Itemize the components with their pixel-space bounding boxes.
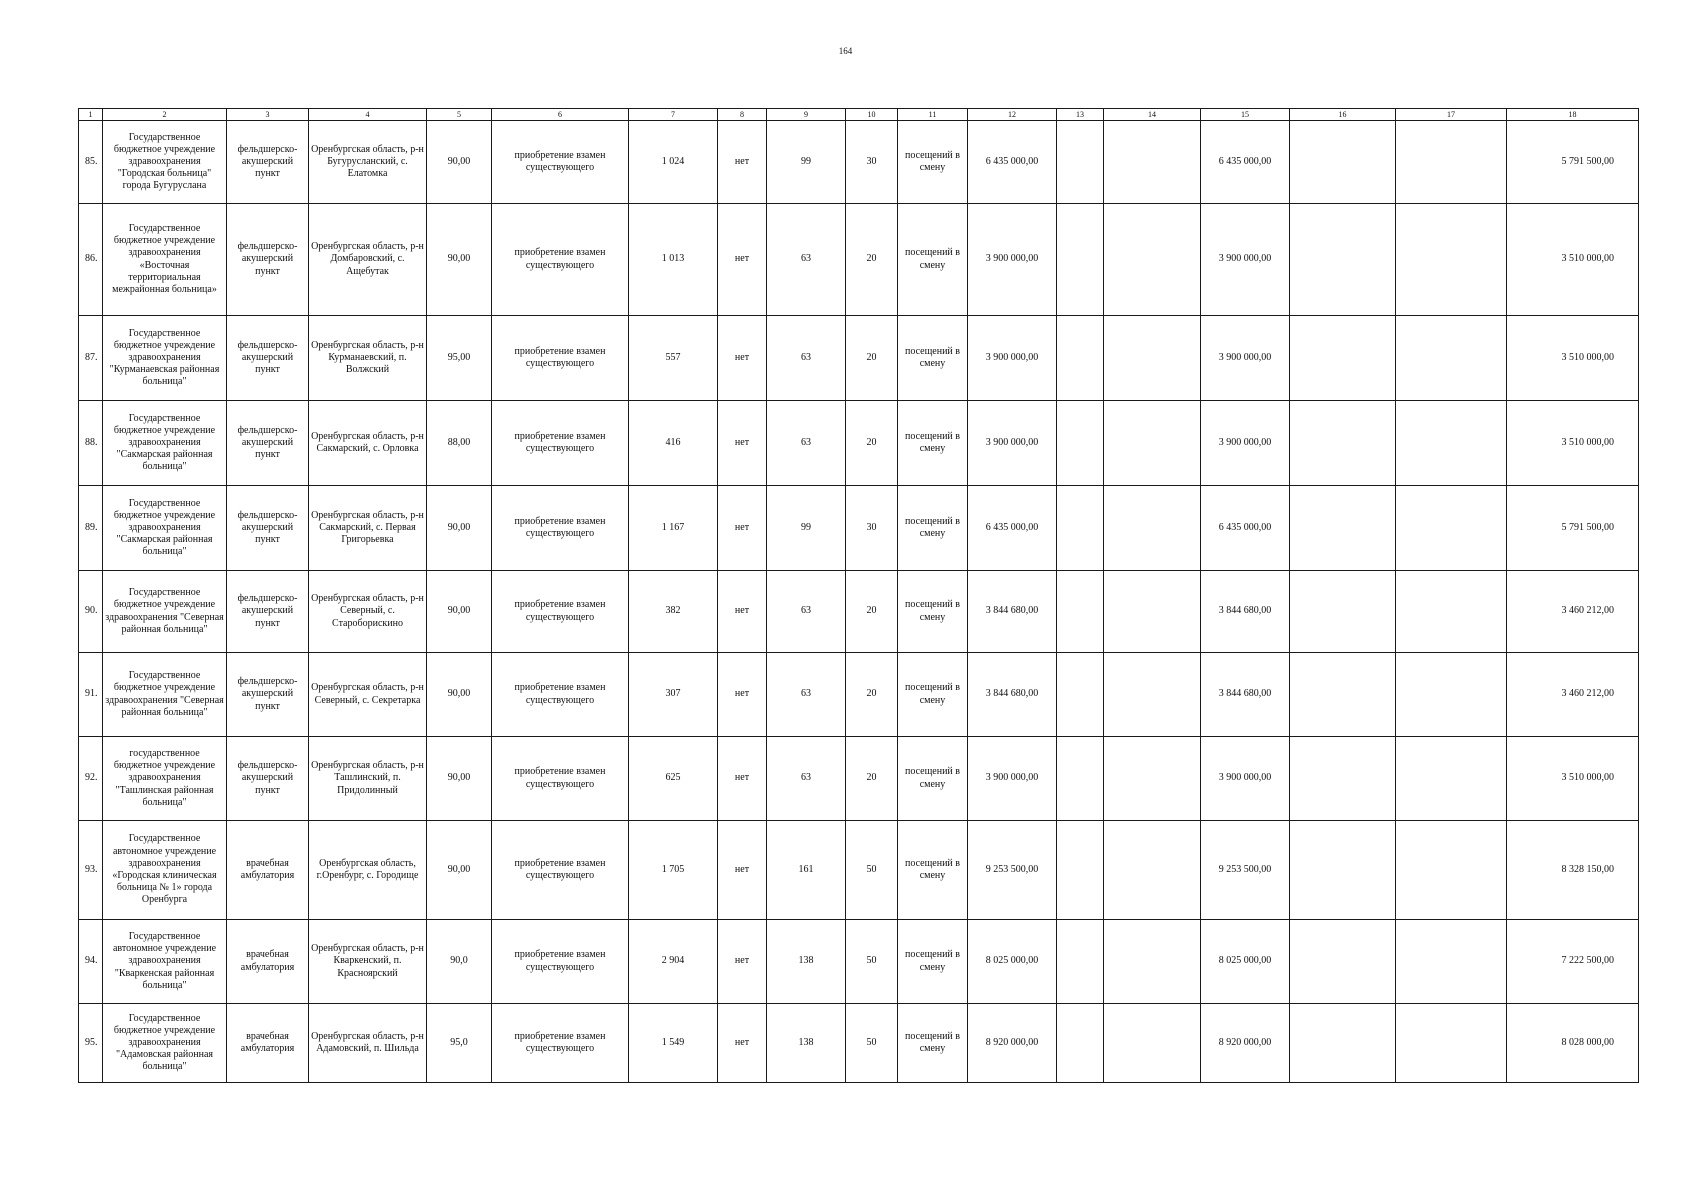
cell-col11: посещений в смену xyxy=(898,737,968,821)
column-header: 17 xyxy=(1396,109,1507,121)
cell-col7: 1 549 xyxy=(629,1004,718,1083)
facility-type: фельдшерско-акушерский пункт xyxy=(227,121,309,204)
facility-address: Оренбургская область, р-н Северный, с. Секретарка xyxy=(309,653,427,737)
cell-col18: 8 328 150,00 xyxy=(1507,821,1639,920)
cell-col12: 3 844 680,00 xyxy=(968,571,1057,653)
cell-col13 xyxy=(1057,486,1104,571)
cell-col7: 1 705 xyxy=(629,821,718,920)
cell-col10: 20 xyxy=(846,653,898,737)
cell-col6: приобретение взамен существующего xyxy=(492,204,629,316)
cell-col16 xyxy=(1290,821,1396,920)
cell-col9: 63 xyxy=(767,737,846,821)
cell-col7: 557 xyxy=(629,316,718,401)
facility-type: фельдшерско-акушерский пункт xyxy=(227,401,309,486)
cell-col9: 63 xyxy=(767,316,846,401)
cell-col17 xyxy=(1396,653,1507,737)
facility-type: фельдшерско-акушерский пункт xyxy=(227,316,309,401)
cell-col11: посещений в смену xyxy=(898,920,968,1004)
institution-name: Государственное бюджетное учреждение здравоохранения «Восточная территориальная межрайонная больница» xyxy=(103,204,227,316)
cell-col15: 8 025 000,00 xyxy=(1201,920,1290,1004)
cell-col17 xyxy=(1396,204,1507,316)
cell-col17 xyxy=(1396,1004,1507,1083)
cell-col16 xyxy=(1290,486,1396,571)
table-row xyxy=(79,737,1639,821)
facility-type: фельдшерско-акушерский пункт xyxy=(227,571,309,653)
cell-col7: 307 xyxy=(629,653,718,737)
cell-col9: 63 xyxy=(767,204,846,316)
cell-col16 xyxy=(1290,316,1396,401)
cell-col12: 3 844 680,00 xyxy=(968,653,1057,737)
institution-name: Государственное автономное учреждение здравоохранения "Кваркенская районная больница" xyxy=(103,920,227,1004)
cell-col17 xyxy=(1396,486,1507,571)
cell-col5: 90,00 xyxy=(427,737,492,821)
cell-col6: приобретение взамен существующего xyxy=(492,486,629,571)
cell-col9: 138 xyxy=(767,1004,846,1083)
cell-col5: 95,0 xyxy=(427,1004,492,1083)
cell-col11: посещений в смену xyxy=(898,486,968,571)
cell-col18: 5 791 500,00 xyxy=(1507,121,1639,204)
column-header: 9 xyxy=(767,109,846,121)
cell-col10: 20 xyxy=(846,204,898,316)
cell-col9: 99 xyxy=(767,486,846,571)
row-number: 95. xyxy=(79,1004,103,1083)
cell-col5: 90,00 xyxy=(427,486,492,571)
cell-col7: 2 904 xyxy=(629,920,718,1004)
cell-col13 xyxy=(1057,920,1104,1004)
cell-col7: 1 167 xyxy=(629,486,718,571)
column-number-row xyxy=(79,109,1639,121)
table-row xyxy=(79,401,1639,486)
column-header: 14 xyxy=(1104,109,1201,121)
institution-name: Государственное бюджетное учреждение здравоохранения "Сакмарская районная больница" xyxy=(103,401,227,486)
column-header: 12 xyxy=(968,109,1057,121)
table-row xyxy=(79,316,1639,401)
cell-col16 xyxy=(1290,1004,1396,1083)
cell-col7: 625 xyxy=(629,737,718,821)
cell-col17 xyxy=(1396,316,1507,401)
facility-type: врачебная амбулатория xyxy=(227,1004,309,1083)
cell-col16 xyxy=(1290,204,1396,316)
cell-col15: 3 900 000,00 xyxy=(1201,204,1290,316)
facility-type: фельдшерско-акушерский пункт xyxy=(227,486,309,571)
cell-col17 xyxy=(1396,737,1507,821)
cell-col5: 90,0 xyxy=(427,920,492,1004)
cell-col13 xyxy=(1057,401,1104,486)
cell-col10: 20 xyxy=(846,571,898,653)
cell-col8: нет xyxy=(718,821,767,920)
facility-type: фельдшерско-акушерский пункт xyxy=(227,653,309,737)
cell-col11: посещений в смену xyxy=(898,653,968,737)
cell-col16 xyxy=(1290,920,1396,1004)
cell-col6: приобретение взамен существующего xyxy=(492,571,629,653)
cell-col5: 95,00 xyxy=(427,316,492,401)
table-row xyxy=(79,653,1639,737)
cell-col9: 63 xyxy=(767,653,846,737)
row-number: 91. xyxy=(79,653,103,737)
cell-col7: 1 013 xyxy=(629,204,718,316)
column-header: 7 xyxy=(629,109,718,121)
cell-col14 xyxy=(1104,920,1201,1004)
cell-col14 xyxy=(1104,204,1201,316)
cell-col15: 3 844 680,00 xyxy=(1201,653,1290,737)
cell-col15: 3 900 000,00 xyxy=(1201,401,1290,486)
cell-col18: 3 460 212,00 xyxy=(1507,571,1639,653)
cell-col16 xyxy=(1290,571,1396,653)
cell-col5: 90,00 xyxy=(427,821,492,920)
column-header: 18 xyxy=(1507,109,1639,121)
cell-col7: 1 024 xyxy=(629,121,718,204)
row-number: 87. xyxy=(79,316,103,401)
institution-name: Государственное бюджетное учреждение здравоохранения "Сакмарская районная больница" xyxy=(103,486,227,571)
cell-col12: 6 435 000,00 xyxy=(968,121,1057,204)
cell-col10: 30 xyxy=(846,486,898,571)
cell-col17 xyxy=(1396,401,1507,486)
table-row xyxy=(79,121,1639,204)
cell-col8: нет xyxy=(718,1004,767,1083)
cell-col11: посещений в смену xyxy=(898,401,968,486)
institution-name: Государственное бюджетное учреждение здравоохранения "Городская больница" города Бугуруслана xyxy=(103,121,227,204)
cell-col14 xyxy=(1104,316,1201,401)
cell-col12: 8 025 000,00 xyxy=(968,920,1057,1004)
facility-address: Оренбургская область, р-н Северный, с. Староборискино xyxy=(309,571,427,653)
cell-col8: нет xyxy=(718,737,767,821)
cell-col15: 6 435 000,00 xyxy=(1201,121,1290,204)
cell-col14 xyxy=(1104,121,1201,204)
cell-col10: 50 xyxy=(846,821,898,920)
cell-col15: 9 253 500,00 xyxy=(1201,821,1290,920)
cell-col7: 382 xyxy=(629,571,718,653)
facility-type: фельдшерско-акушерский пункт xyxy=(227,204,309,316)
cell-col15: 8 920 000,00 xyxy=(1201,1004,1290,1083)
cell-col16 xyxy=(1290,653,1396,737)
cell-col15: 3 844 680,00 xyxy=(1201,571,1290,653)
cell-col18: 5 791 500,00 xyxy=(1507,486,1639,571)
table-row xyxy=(79,204,1639,316)
facility-type: фельдшерско-акушерский пункт xyxy=(227,737,309,821)
cell-col11: посещений в смену xyxy=(898,204,968,316)
facility-address: Оренбургская область, р-н Сакмарский, с. Первая Григорьевка xyxy=(309,486,427,571)
column-header: 8 xyxy=(718,109,767,121)
cell-col5: 90,00 xyxy=(427,121,492,204)
column-header: 10 xyxy=(846,109,898,121)
facility-address: Оренбургская область, р-н Бугурусланский, с. Елатомка xyxy=(309,121,427,204)
cell-col8: нет xyxy=(718,204,767,316)
cell-col11: посещений в смену xyxy=(898,1004,968,1083)
cell-col16 xyxy=(1290,401,1396,486)
cell-col18: 7 222 500,00 xyxy=(1507,920,1639,1004)
institution-name: Государственное бюджетное учреждение здравоохранения "Северная районная больница" xyxy=(103,571,227,653)
facility-type: врачебная амбулатория xyxy=(227,920,309,1004)
cell-col17 xyxy=(1396,121,1507,204)
column-header: 16 xyxy=(1290,109,1396,121)
cell-col12: 9 253 500,00 xyxy=(968,821,1057,920)
table-row xyxy=(79,1004,1639,1083)
cell-col9: 63 xyxy=(767,571,846,653)
cell-col14 xyxy=(1104,821,1201,920)
row-number: 86. xyxy=(79,204,103,316)
table-row xyxy=(79,486,1639,571)
cell-col6: приобретение взамен существующего xyxy=(492,401,629,486)
row-number: 90. xyxy=(79,571,103,653)
cell-col8: нет xyxy=(718,571,767,653)
cell-col16 xyxy=(1290,121,1396,204)
cell-col7: 416 xyxy=(629,401,718,486)
cell-col18: 3 460 212,00 xyxy=(1507,653,1639,737)
facility-address: Оренбургская область, р-н Курманаевский, п. Волжский xyxy=(309,316,427,401)
row-number: 92. xyxy=(79,737,103,821)
cell-col8: нет xyxy=(718,401,767,486)
cell-col18: 3 510 000,00 xyxy=(1507,401,1639,486)
cell-col9: 99 xyxy=(767,121,846,204)
row-number: 93. xyxy=(79,821,103,920)
institution-name: Государственное бюджетное учреждение здравоохранения "Северная районная больница" xyxy=(103,653,227,737)
cell-col12: 3 900 000,00 xyxy=(968,316,1057,401)
cell-col11: посещений в смену xyxy=(898,121,968,204)
table-row xyxy=(79,821,1639,920)
cell-col8: нет xyxy=(718,920,767,1004)
cell-col10: 20 xyxy=(846,401,898,486)
cell-col13 xyxy=(1057,653,1104,737)
cell-col5: 90,00 xyxy=(427,653,492,737)
table-row xyxy=(79,571,1639,653)
cell-col13 xyxy=(1057,204,1104,316)
facility-address: Оренбургская область, р-н Адамовский, п. Шильда xyxy=(309,1004,427,1083)
cell-col6: приобретение взамен существующего xyxy=(492,737,629,821)
row-number: 94. xyxy=(79,920,103,1004)
cell-col8: нет xyxy=(718,486,767,571)
cell-col14 xyxy=(1104,1004,1201,1083)
page-number: 164 xyxy=(838,46,853,56)
cell-col8: нет xyxy=(718,653,767,737)
cell-col6: приобретение взамен существующего xyxy=(492,653,629,737)
cell-col8: нет xyxy=(718,121,767,204)
cell-col18: 8 028 000,00 xyxy=(1507,1004,1639,1083)
facility-address: Оренбургская область, р-н Ташлинский, п. Придолинный xyxy=(309,737,427,821)
cell-col12: 8 920 000,00 xyxy=(968,1004,1057,1083)
column-header: 5 xyxy=(427,109,492,121)
cell-col13 xyxy=(1057,316,1104,401)
row-number: 85. xyxy=(79,121,103,204)
facility-address: Оренбургская область, р-н Сакмарский, с. Орловка xyxy=(309,401,427,486)
cell-col14 xyxy=(1104,486,1201,571)
cell-col10: 50 xyxy=(846,920,898,1004)
institution-name: Государственное бюджетное учреждение здравоохранения "Курманаевская районная больница" xyxy=(103,316,227,401)
cell-col13 xyxy=(1057,821,1104,920)
cell-col8: нет xyxy=(718,316,767,401)
cell-col12: 3 900 000,00 xyxy=(968,401,1057,486)
cell-col9: 63 xyxy=(767,401,846,486)
cell-col15: 3 900 000,00 xyxy=(1201,316,1290,401)
cell-col18: 3 510 000,00 xyxy=(1507,737,1639,821)
cell-col5: 90,00 xyxy=(427,204,492,316)
cell-col6: приобретение взамен существующего xyxy=(492,316,629,401)
facilities-table xyxy=(78,108,1639,1083)
cell-col14 xyxy=(1104,401,1201,486)
cell-col5: 88,00 xyxy=(427,401,492,486)
cell-col12: 6 435 000,00 xyxy=(968,486,1057,571)
cell-col12: 3 900 000,00 xyxy=(968,737,1057,821)
facility-address: Оренбургская область, р-н Домбаровский, с. Ащебутак xyxy=(309,204,427,316)
column-header: 3 xyxy=(227,109,309,121)
cell-col10: 50 xyxy=(846,1004,898,1083)
facility-type: врачебная амбулатория xyxy=(227,821,309,920)
cell-col15: 3 900 000,00 xyxy=(1201,737,1290,821)
cell-col10: 20 xyxy=(846,316,898,401)
cell-col6: приобретение взамен существующего xyxy=(492,821,629,920)
cell-col6: приобретение взамен существующего xyxy=(492,1004,629,1083)
cell-col17 xyxy=(1396,920,1507,1004)
cell-col17 xyxy=(1396,571,1507,653)
column-header: 13 xyxy=(1057,109,1104,121)
cell-col15: 6 435 000,00 xyxy=(1201,486,1290,571)
cell-col10: 20 xyxy=(846,737,898,821)
facility-address: Оренбургская область, р-н Кваркенский, п. Красноярский xyxy=(309,920,427,1004)
cell-col13 xyxy=(1057,571,1104,653)
cell-col11: посещений в смену xyxy=(898,316,968,401)
cell-col13 xyxy=(1057,1004,1104,1083)
column-header: 1 xyxy=(79,109,103,121)
column-header: 2 xyxy=(103,109,227,121)
cell-col11: посещений в смену xyxy=(898,571,968,653)
cell-col13 xyxy=(1057,737,1104,821)
column-header: 11 xyxy=(898,109,968,121)
cell-col14 xyxy=(1104,571,1201,653)
column-header: 4 xyxy=(309,109,427,121)
cell-col5: 90,00 xyxy=(427,571,492,653)
cell-col12: 3 900 000,00 xyxy=(968,204,1057,316)
cell-col6: приобретение взамен существующего xyxy=(492,121,629,204)
cell-col16 xyxy=(1290,737,1396,821)
column-header: 15 xyxy=(1201,109,1290,121)
cell-col14 xyxy=(1104,737,1201,821)
institution-name: Государственное автономное учреждение здравоохранения «Городская клиническая больница № 1» города Оренбурга xyxy=(103,821,227,920)
cell-col18: 3 510 000,00 xyxy=(1507,316,1639,401)
cell-col9: 138 xyxy=(767,920,846,1004)
row-number: 89. xyxy=(79,486,103,571)
table-row xyxy=(79,920,1639,1004)
institution-name: государственное бюджетное учреждение здравоохранения "Ташлинская районная больница" xyxy=(103,737,227,821)
cell-col11: посещений в смену xyxy=(898,821,968,920)
cell-col10: 30 xyxy=(846,121,898,204)
facility-address: Оренбургская область, г.Оренбург, с. Городище xyxy=(309,821,427,920)
cell-col17 xyxy=(1396,821,1507,920)
institution-name: Государственное бюджетное учреждение здравоохранения "Адамовская районная больница" xyxy=(103,1004,227,1083)
cell-col14 xyxy=(1104,653,1201,737)
cell-col9: 161 xyxy=(767,821,846,920)
cell-col6: приобретение взамен существующего xyxy=(492,920,629,1004)
cell-col18: 3 510 000,00 xyxy=(1507,204,1639,316)
row-number: 88. xyxy=(79,401,103,486)
column-header: 6 xyxy=(492,109,629,121)
cell-col13 xyxy=(1057,121,1104,204)
